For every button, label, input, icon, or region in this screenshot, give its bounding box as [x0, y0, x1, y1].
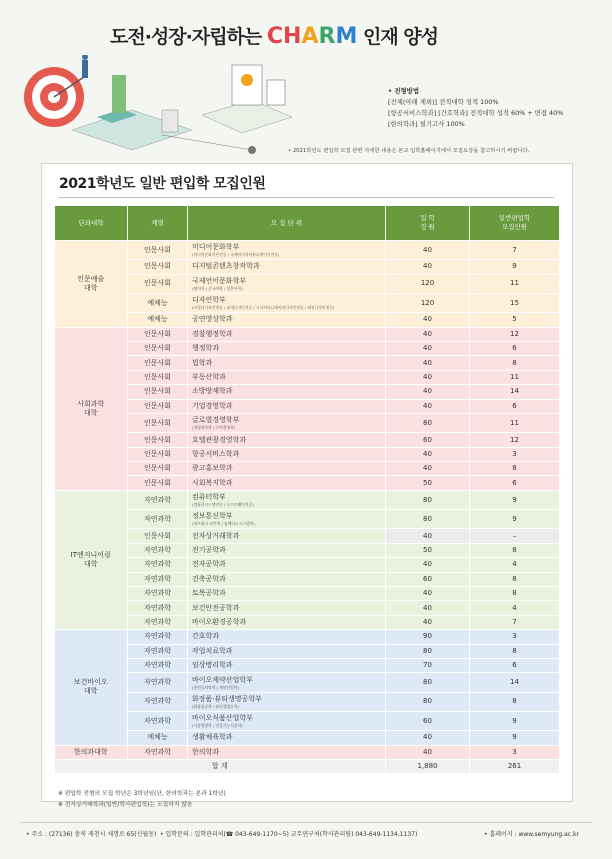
quota-cell: 40	[386, 529, 470, 543]
major-name: 화장품·뷰티생명공학부	[192, 694, 262, 703]
table-row	[55, 385, 560, 399]
category-cell: 자연과학	[128, 673, 188, 692]
footnotes	[58, 789, 226, 810]
category-cell: 자연과학	[128, 745, 188, 759]
category-cell: 자연과학	[128, 692, 188, 711]
major-name: 작업치료학과	[192, 646, 233, 655]
table-row	[55, 490, 560, 509]
major-name: 건축공학과	[192, 574, 226, 583]
major-cell	[188, 615, 386, 629]
major-cell	[188, 745, 386, 759]
method-title: • 전형방법	[388, 87, 420, 95]
quota-cell: 60	[386, 711, 470, 730]
table-row	[55, 313, 560, 327]
major-name: 부동산학과	[192, 373, 226, 382]
major-cell	[188, 587, 386, 601]
quota-cell: 80	[386, 673, 470, 692]
major-name: 바이오제약산업학부	[192, 675, 253, 684]
category-cell: 인문사회	[128, 274, 188, 293]
table-row	[55, 630, 560, 644]
category-cell: 자연과학	[128, 630, 188, 644]
major-cell	[188, 327, 386, 341]
major-name: 생활체육학과	[192, 733, 233, 742]
major-name: 토목공학과	[192, 589, 226, 598]
table-row	[55, 476, 560, 490]
quota-cell: 80	[386, 692, 470, 711]
headline	[110, 22, 438, 49]
quota-cell: 80	[386, 510, 470, 529]
major-name: 컴퓨터학부	[192, 493, 226, 502]
major-name: 경찰행정학과	[192, 329, 233, 338]
major-name: 보건안전공학과	[192, 603, 240, 612]
recruitment-card	[41, 163, 573, 802]
quota-cell: 40	[386, 615, 470, 629]
target-icon	[24, 67, 84, 127]
major-name: 바이오식품산업학부	[192, 714, 253, 723]
major-name: 정보통신학부	[192, 512, 233, 521]
table-row	[55, 342, 560, 356]
major-name: 사회복지학과	[192, 478, 233, 487]
recruit-cell: 11	[470, 414, 560, 433]
recruit-cell: 6	[470, 476, 560, 490]
selection-method	[388, 86, 563, 130]
recruit-cell: 9	[470, 490, 560, 509]
recruit-cell: 8	[470, 572, 560, 586]
major-name: 광고홍보학과	[192, 464, 233, 473]
category-cell: 예체능	[128, 731, 188, 745]
table-row	[55, 658, 560, 672]
major-name: 행정학과	[192, 344, 220, 353]
quota-cell: 40	[386, 241, 470, 260]
recruit-cell: 15	[470, 293, 560, 312]
header	[0, 0, 612, 165]
category-cell: 인문사회	[128, 414, 188, 433]
table-row	[55, 543, 560, 557]
recruit-cell: 12	[470, 433, 560, 447]
table-row	[55, 731, 560, 745]
card-title: 2021학년도 일반 편입학 모집인원	[59, 176, 266, 192]
table-row	[55, 529, 560, 543]
major-name: 미디어문화학부	[192, 243, 240, 252]
major-sub: (미디어문화이론전공 / 국제이미지커뮤니케이션전공)	[192, 252, 280, 258]
recruitment-table	[54, 205, 560, 774]
table-row	[55, 327, 560, 341]
major-name: 간호학과	[192, 632, 220, 641]
recruit-cell: 4	[470, 558, 560, 572]
major-cell	[188, 711, 386, 730]
recruit-cell: 9	[470, 731, 560, 745]
recruit-cell: 4	[470, 601, 560, 615]
category-cell: 자연과학	[128, 601, 188, 615]
category-cell: 자연과학	[128, 658, 188, 672]
quota-cell: 40	[386, 385, 470, 399]
major-cell	[188, 313, 386, 327]
major-name: 국제언어문화학부	[192, 276, 247, 285]
headline-post: 인재 양성	[362, 26, 439, 48]
category-cell: 예체능	[128, 293, 188, 312]
major-sub: (경영정보학 / 무역경영학)	[192, 425, 236, 431]
major-cell	[188, 342, 386, 356]
table-row	[55, 433, 560, 447]
quota-cell: 90	[386, 630, 470, 644]
quota-cell: 40	[386, 587, 470, 601]
table-row	[55, 711, 560, 730]
major-cell	[188, 510, 386, 529]
quota-cell: 50	[386, 476, 470, 490]
college-cell: 사회과학 대학	[55, 327, 128, 490]
quota-cell: 40	[386, 356, 470, 370]
table-body	[55, 241, 560, 774]
recruit-cell: –	[470, 529, 560, 543]
major-name: 공연영상학과	[192, 315, 233, 324]
major-name: 바이오환경공학과	[192, 618, 247, 626]
category-cell: 인문사회	[128, 476, 188, 490]
recruit-cell: 6	[470, 342, 560, 356]
category-cell: 인문사회	[128, 433, 188, 447]
recruit-cell: 8	[470, 587, 560, 601]
recruit-cell: 14	[470, 385, 560, 399]
table-row	[55, 601, 560, 615]
table-row	[55, 692, 560, 711]
header-quota: 입 학 정 원	[386, 206, 470, 241]
method-line: [전체(아래 제외)] 전적대학 성적 100%	[388, 98, 499, 106]
recruit-cell: 8	[470, 692, 560, 711]
major-name: 법학과	[192, 358, 213, 367]
total-label: 합 계	[55, 760, 386, 774]
recruit-cell: 5	[470, 313, 560, 327]
quota-cell: 40	[386, 558, 470, 572]
major-cell	[188, 462, 386, 476]
category-cell: 인문사회	[128, 462, 188, 476]
quota-cell: 40	[386, 447, 470, 461]
major-cell	[188, 414, 386, 433]
table-row	[55, 241, 560, 260]
college-cell: 보건바이오 대학	[55, 630, 128, 745]
category-cell: 자연과학	[128, 711, 188, 730]
major-cell	[188, 572, 386, 586]
total-row	[55, 760, 560, 774]
table-header-row	[55, 206, 560, 241]
major-name: 글로벌경영학부	[192, 416, 240, 425]
major-cell	[188, 447, 386, 461]
major-sub: (모빌리디자인전공 / 실내디자인전공 / 시각커뮤니케이션디자인전공 / 패션디자인전공)	[192, 305, 335, 311]
quota-cell: 120	[386, 274, 470, 293]
major-cell	[188, 558, 386, 572]
table-row	[55, 587, 560, 601]
recruit-cell: 3	[470, 745, 560, 759]
quota-cell: 80	[386, 490, 470, 509]
category-cell: 인문사회	[128, 399, 188, 413]
method-line: [항공서비스학과] [간호학과] 전적대학 성적 60% + 면접 40%	[388, 109, 564, 117]
major-name: 디지털콘텐츠창작학과	[192, 262, 260, 271]
recruit-cell: 8	[470, 356, 560, 370]
header-illustration	[12, 55, 302, 165]
major-sub: (식품영양학 / 건강기능식품학)	[192, 723, 243, 729]
charm-logo: CHARM	[266, 24, 358, 49]
quota-cell: 40	[386, 462, 470, 476]
major-sub: (네트워크·보안학 / 임베디드시스템학)	[192, 521, 255, 527]
major-cell	[188, 370, 386, 384]
category-cell: 인문사회	[128, 241, 188, 260]
table-row	[55, 572, 560, 586]
footer-inquiry: • 입학문의 : 입학관리처(☎ 043-649-1170~5) 교무연구처(학사관리팀) 043-649-1134,1137)	[160, 831, 418, 838]
recruit-cell: 7	[470, 241, 560, 260]
quota-cell: 40	[386, 601, 470, 615]
quota-cell: 80	[386, 644, 470, 658]
table-row	[55, 260, 560, 274]
major-cell	[188, 356, 386, 370]
recruit-cell: 8	[470, 543, 560, 557]
quota-cell: 40	[386, 731, 470, 745]
quota-cell: 40	[386, 342, 470, 356]
table-row	[55, 447, 560, 461]
major-sub: (영어학 / 중국어학 / 일본어학)	[192, 285, 243, 291]
major-cell	[188, 293, 386, 312]
recruit-cell: 3	[470, 447, 560, 461]
recruit-cell: 9	[470, 711, 560, 730]
table-row	[55, 615, 560, 629]
header-category: 계열	[128, 206, 188, 241]
major-name: 전기공학과	[192, 546, 226, 555]
footer-homepage[interactable]: • 홈페이지 : www.semyung.ac.kr	[484, 831, 579, 838]
recruit-cell: 11	[470, 370, 560, 384]
category-cell: 인문사회	[128, 260, 188, 274]
table-row	[55, 644, 560, 658]
quota-cell: 60	[386, 433, 470, 447]
category-cell: 인문사회	[128, 447, 188, 461]
quota-cell: 40	[386, 313, 470, 327]
recruit-cell: 7	[470, 615, 560, 629]
major-sub: (컴퓨터시스템전공 / 소프트웨어전공)	[192, 502, 254, 508]
header-college: 단과대학	[55, 206, 128, 241]
method-line: [한의학과] 필기고사 100%	[388, 120, 465, 128]
footnote: ※ 편입학 전형의 모집 학년은 3학년임(단, 한의학과는 본과 1학년)	[58, 791, 226, 797]
major-cell	[188, 692, 386, 711]
quota-cell: 40	[386, 399, 470, 413]
recruit-cell: 14	[470, 673, 560, 692]
recruit-cell: 6	[470, 658, 560, 672]
major-cell	[188, 241, 386, 260]
table-row	[55, 745, 560, 759]
category-cell: 인문사회	[128, 385, 188, 399]
major-name: 전자상거래학과	[192, 531, 240, 540]
category-cell: 인문사회	[128, 327, 188, 341]
table-row	[55, 414, 560, 433]
college-cell: 인문예술 대학	[55, 241, 128, 328]
major-name: 디자인학부	[192, 296, 226, 305]
major-sub: (화장품공학 / 뷰티생명공학)	[192, 703, 240, 709]
category-cell: 인문사회	[128, 356, 188, 370]
table-row	[55, 356, 560, 370]
category-cell: 인문사회	[128, 342, 188, 356]
recruit-cell: 9	[470, 260, 560, 274]
table-row	[55, 293, 560, 312]
major-cell	[188, 476, 386, 490]
recruit-cell: 8	[470, 644, 560, 658]
major-sub: (천연물의약학 / 제약산업학)	[192, 684, 240, 690]
major-name: 호텔관광경영학과	[192, 435, 247, 444]
major-cell	[188, 529, 386, 543]
table-row	[55, 399, 560, 413]
quota-cell: 80	[386, 414, 470, 433]
major-cell	[188, 601, 386, 615]
quota-cell: 120	[386, 293, 470, 312]
total-quota: 1,880	[386, 760, 470, 774]
quota-cell: 50	[386, 543, 470, 557]
major-cell	[188, 630, 386, 644]
recruit-cell: 6	[470, 399, 560, 413]
category-cell: 자연과학	[128, 587, 188, 601]
quota-cell: 70	[386, 658, 470, 672]
major-name: 임상병리학과	[192, 661, 233, 670]
total-recruit: 261	[470, 760, 560, 774]
quota-cell: 40	[386, 327, 470, 341]
major-cell	[188, 399, 386, 413]
recruit-cell: 11	[470, 274, 560, 293]
major-cell	[188, 433, 386, 447]
major-cell	[188, 274, 386, 293]
category-cell: 자연과학	[128, 644, 188, 658]
table-row	[55, 673, 560, 692]
major-cell	[188, 260, 386, 274]
category-cell: 인문사회	[128, 370, 188, 384]
divider	[59, 197, 554, 198]
quota-cell: 60	[386, 572, 470, 586]
category-cell: 예체능	[128, 313, 188, 327]
category-cell: 자연과학	[128, 615, 188, 629]
major-cell	[188, 673, 386, 692]
major-cell	[188, 490, 386, 509]
headline-pre: 도전·성장·자립하는	[110, 26, 262, 48]
table-row	[55, 462, 560, 476]
footer-divider	[20, 822, 592, 823]
major-cell	[188, 731, 386, 745]
recruit-cell: 3	[470, 630, 560, 644]
table-row	[55, 274, 560, 293]
footnote: ※ 전자상거래학과(일반/학사편입학)는 모집하지 않음	[58, 801, 193, 808]
table-row	[55, 558, 560, 572]
table-row	[55, 510, 560, 529]
major-name: 기업경영학과	[192, 401, 233, 410]
category-cell: 자연과학	[128, 490, 188, 509]
isometric-blocks	[72, 55, 292, 154]
header-recruit: 일반편입학 모집인원	[470, 206, 560, 241]
top-note: • 2021학년도 편입학 모집 관련 자세한 내용은 본교 입학홈페이지에서 모집요강을 참고하시기 바랍니다.	[288, 148, 530, 154]
college-cell: 한의과대학	[55, 745, 128, 759]
header-unit: 모 집 단 위	[188, 206, 386, 241]
category-cell: 자연과학	[128, 543, 188, 557]
major-name: 소방방재학과	[192, 387, 233, 396]
major-name: 전자공학과	[192, 560, 226, 569]
category-cell: 자연과학	[128, 510, 188, 529]
major-cell	[188, 385, 386, 399]
major-cell	[188, 543, 386, 557]
major-name: 한의학과	[192, 747, 220, 756]
footer-address: • 주소 : (27136) 충북 제천시 세명로 65(신월동)	[26, 831, 157, 838]
category-cell: 인문사회	[128, 529, 188, 543]
recruit-cell: 8	[470, 462, 560, 476]
major-cell	[188, 658, 386, 672]
quota-cell: 40	[386, 370, 470, 384]
quota-cell: 40	[386, 745, 470, 759]
category-cell: 자연과학	[128, 572, 188, 586]
recruit-cell: 12	[470, 327, 560, 341]
college-cell: IT엔지니어링 대학	[55, 490, 128, 629]
quota-cell: 40	[386, 260, 470, 274]
table-row	[55, 370, 560, 384]
recruit-cell: 9	[470, 510, 560, 529]
category-cell: 자연과학	[128, 558, 188, 572]
major-cell	[188, 644, 386, 658]
major-name: 항공서비스학과	[192, 449, 240, 458]
